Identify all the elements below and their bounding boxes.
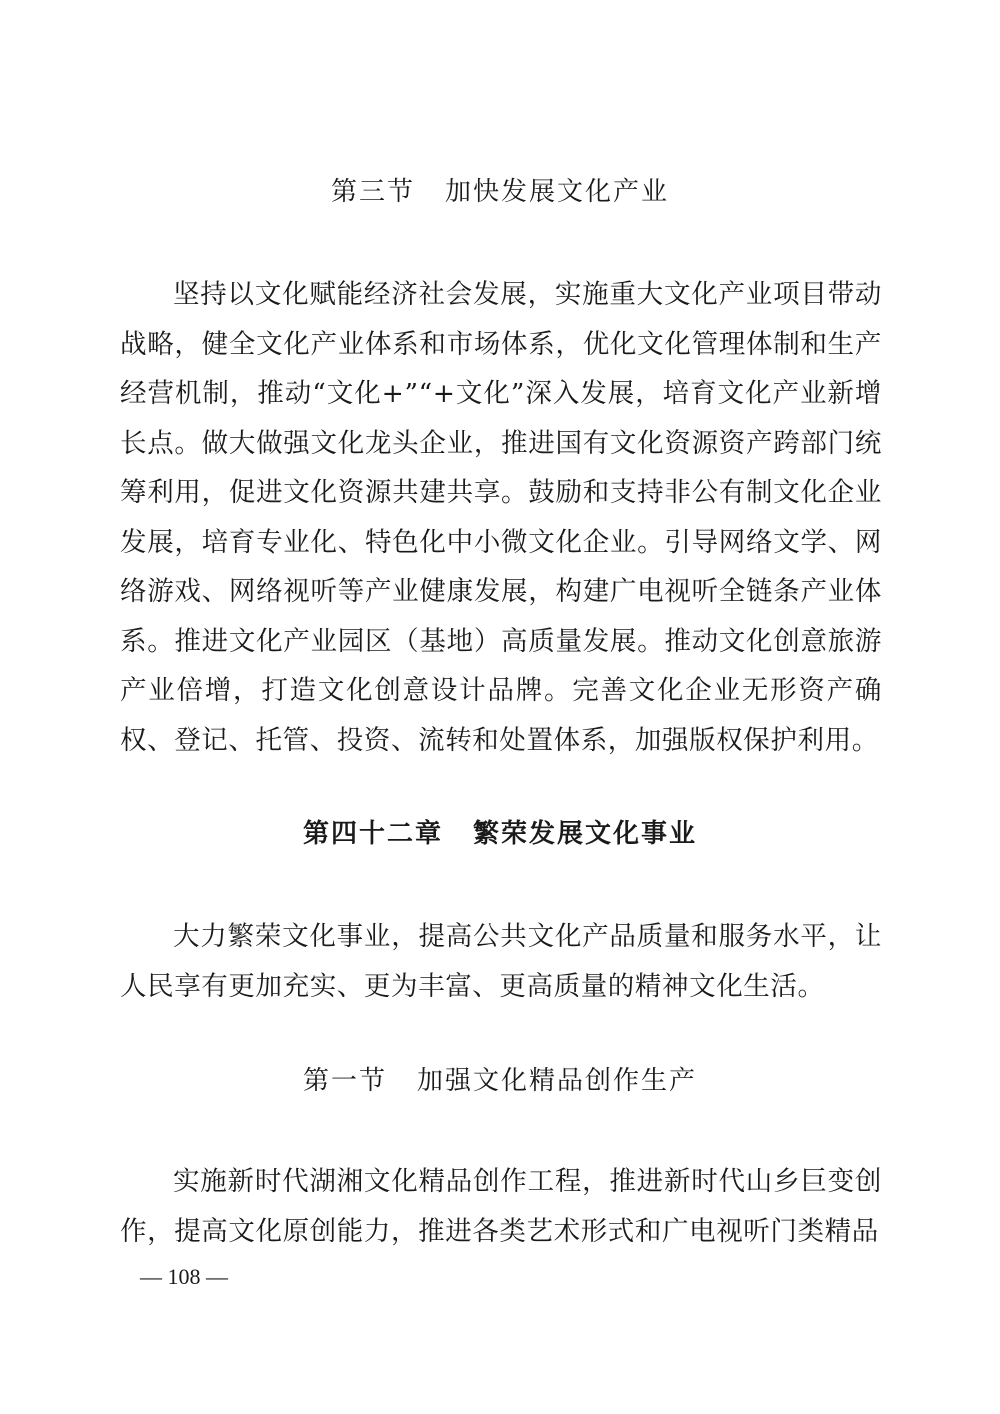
section-heading-1 [0, 1061, 1000, 1101]
section-title: 加快发展文化产业 [445, 177, 670, 207]
section-title: 加强文化精品创作生产 [417, 1066, 698, 1096]
section-1-paragraph: 实施新时代湖湘文化精品创作工程，推进新时代山乡巨变创作，提高文化原创能力，推进各类艺术形式和广电视听门类精品 [120, 1166, 882, 1247]
chapter-label: 第四十二章 [302, 819, 443, 849]
page-number: — 108 — [140, 1264, 228, 1289]
section-label: 第三节 [330, 177, 415, 207]
chapter-42-paragraph: 大力繁荣文化事业，提高公共文化产品质量和服务水平，让人民享有更加充实、更为丰富、更高质量的精神文化生活。 [120, 921, 882, 1002]
section-heading-3 [0, 172, 1000, 212]
chapter-title: 繁荣发展文化事业 [473, 819, 698, 849]
section-3-paragraph: 坚持以文化赋能经济社会发展，实施重大文化产业项目带动战略，健全文化产业体系和市场体系，优化文化管理体制和生产经营机制，推动“文化+”“+文化”深入发展，培育文化产业新增长点。做大做强文化龙头企业，推进国有文化资源资产跨部门统筹利用，促进文化资源共建共享。鼓励和支持非公有制文化企业发展，培育专业化、特色化中小微文化企业。引导网络文学、网络游戏、网络视听等产业健康发展，构建广电视听全链条产业体系。推进文化产业园区（基地）高质量发展。推动文化创意旅游产业倍增，打造文化创意设计品牌。完善文化企业无形资产确权、登记、托管、投资、流转和处置体系，加强版权保护利用。 [120, 279, 882, 756]
section-label: 第一节 [302, 1066, 387, 1096]
chapter-heading-42 [0, 814, 1000, 854]
